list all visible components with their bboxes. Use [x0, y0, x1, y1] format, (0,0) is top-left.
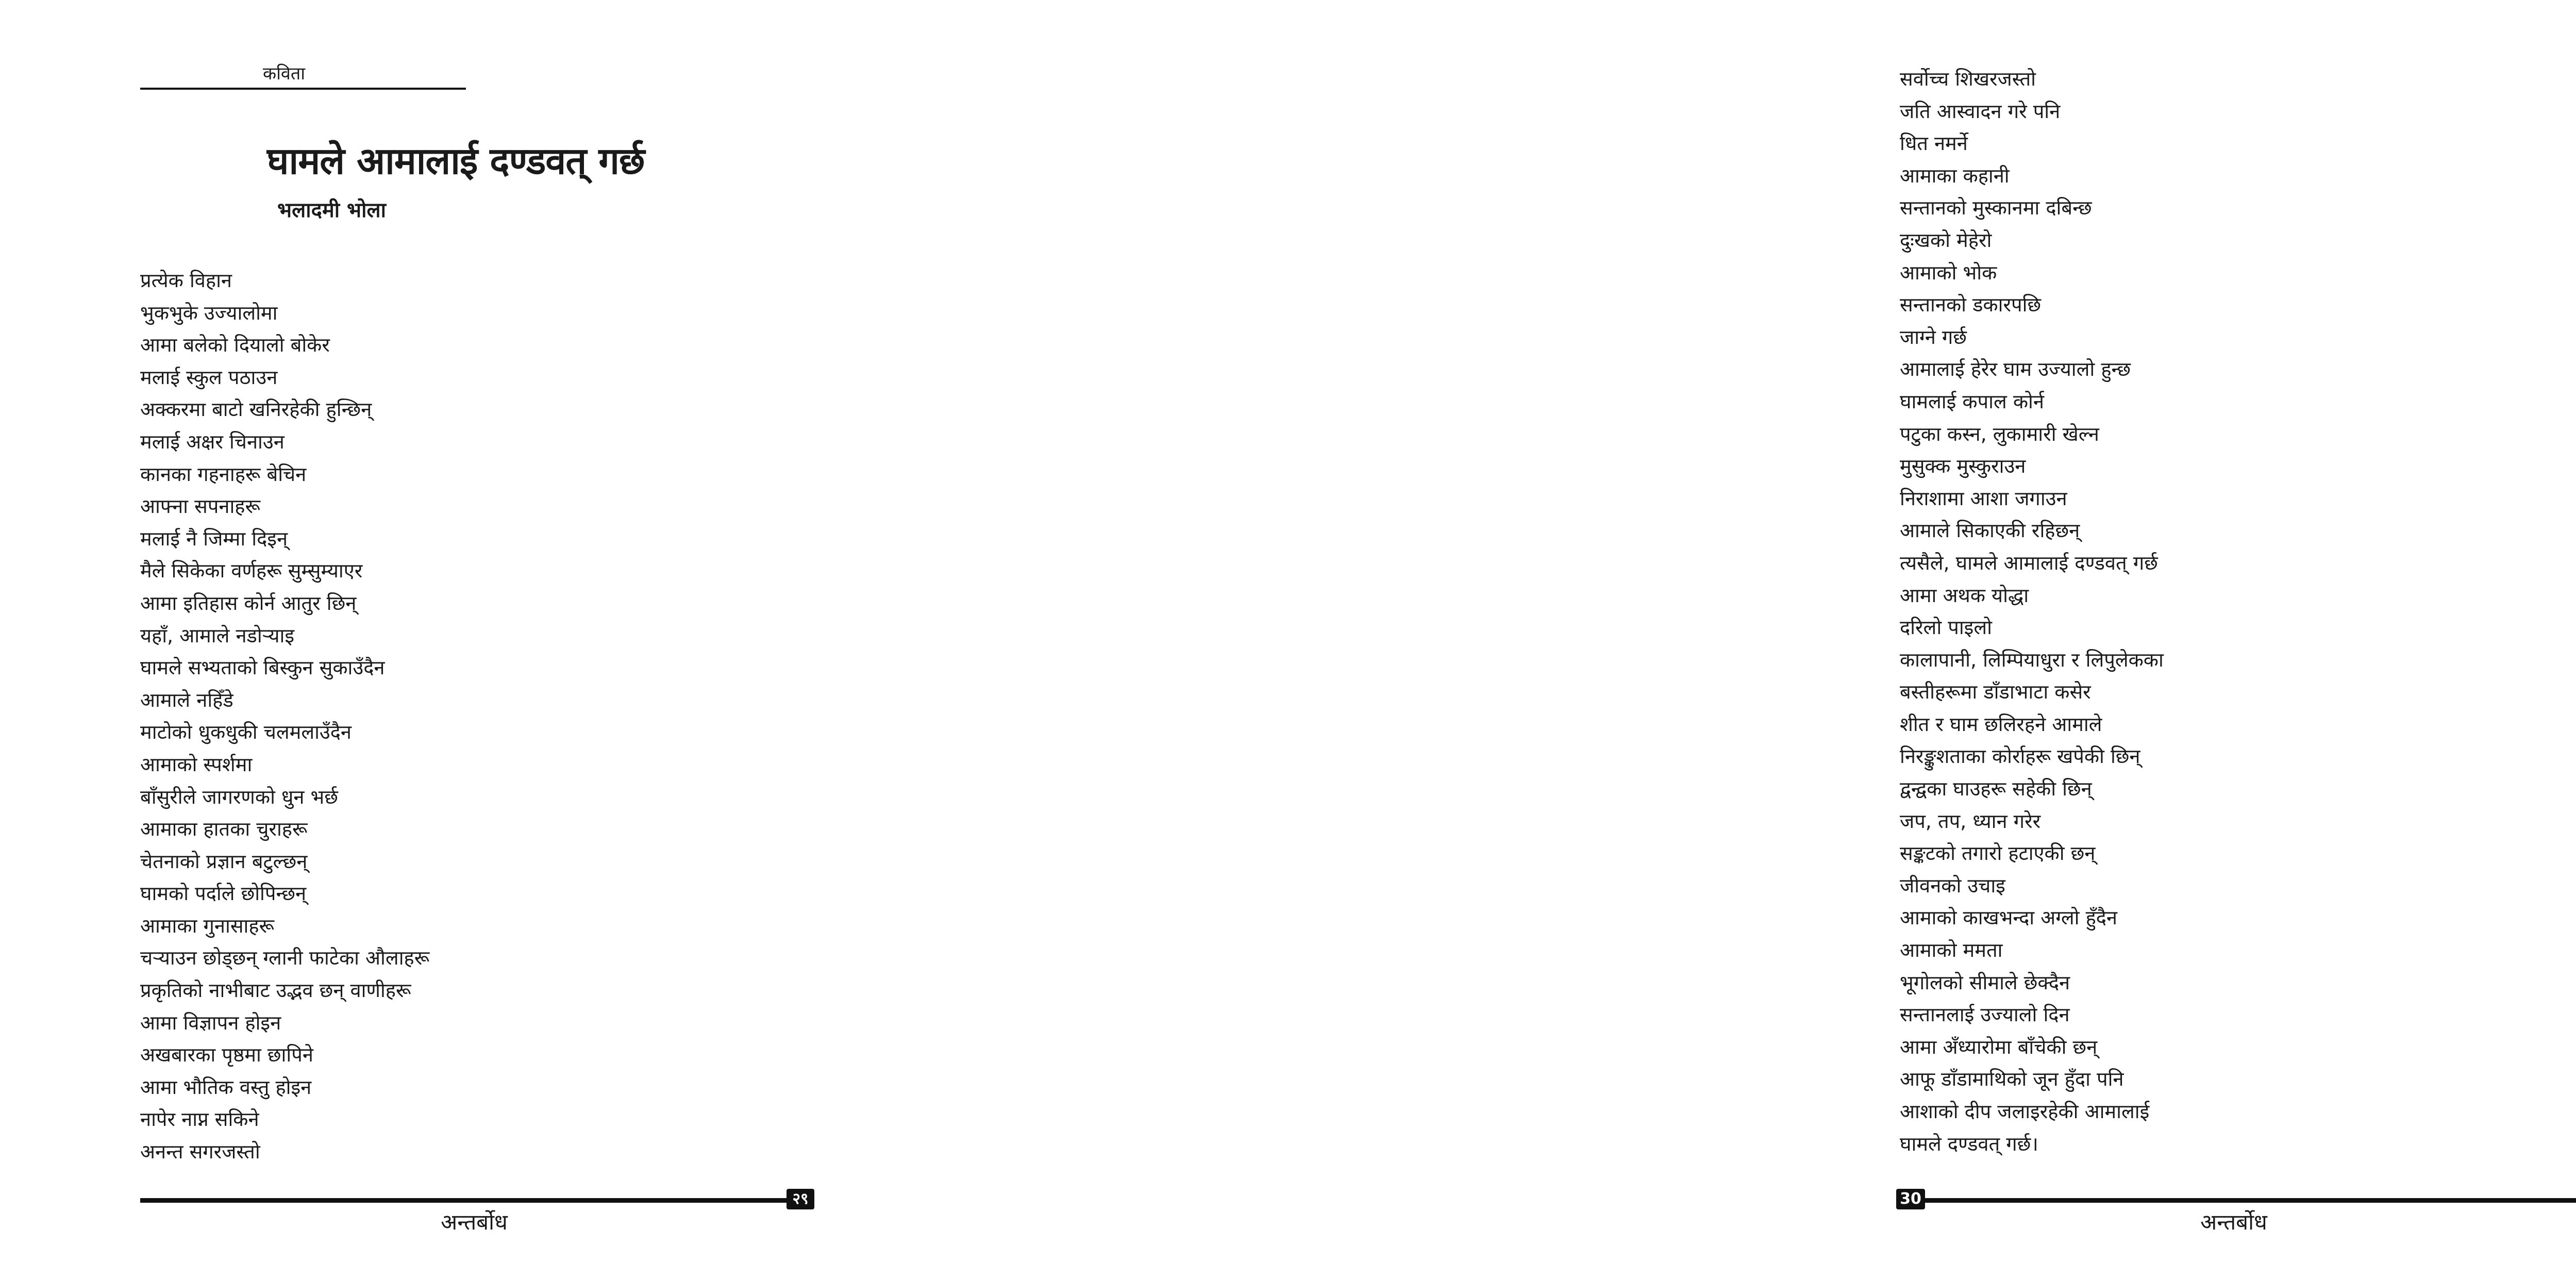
poem-line: मलाई अक्षर चिनाउन: [140, 430, 285, 453]
poem-line: कानका गहनाहरू बेचिन: [140, 462, 307, 486]
poem-author: भलादमी भोला: [277, 198, 387, 222]
poem-line: बाँसुरीले जागरणको धुन भर्छ: [140, 785, 338, 808]
right-page: [904, 0, 2267, 1278]
poem-line: जति आस्वादन गरे पनि: [1900, 99, 2061, 123]
poem-line: धित नमर्ने: [1900, 132, 1968, 155]
poem-line: आमालाई हेरेर घाम उज्यालो हुन्छ: [1900, 358, 2131, 381]
poem-line: आमा अथक योद्धा: [1900, 584, 2029, 607]
poem-line: आमा बलेको दियालो बोकेर: [140, 334, 330, 357]
section-divider: [140, 88, 466, 90]
poem-line: मैले सिकेका वर्णहरू सुम्सुम्याएर: [140, 559, 363, 583]
poem-line: मलाई नै जिम्मा दिइन्: [140, 527, 288, 550]
poem-line: प्रत्येक विहान: [140, 269, 232, 292]
poem-line: आमा इतिहास कोर्न आतुर छिन्: [140, 591, 357, 615]
poem-line: सर्वोच्च शिखरजस्तो: [1900, 68, 2036, 90]
page-number: 30: [1896, 1189, 1925, 1209]
poem-line: अनन्त सगरजस्तो: [140, 1140, 260, 1164]
poem-line: आमाको स्पर्शमा: [140, 753, 253, 776]
poem-title: घामले आमालाई दण्डवत् गर्छ: [267, 139, 645, 182]
poem-line: आमा विज्ञापन होइन: [140, 1011, 281, 1034]
poem-line: सन्तानलाई उज्यालो दिन: [1900, 1003, 2070, 1026]
poem-line: पटुका कस्न, लुकामारी खेल्न: [1900, 422, 2099, 445]
poem-line: जाग्ने गर्छ: [1900, 325, 1967, 348]
poem-line: बस्तीहरूमा डाँडाभाटा कसेर: [1900, 681, 2091, 704]
footer-rule: [140, 1198, 790, 1203]
poem-line: निराशामा आशा जगाउन: [1900, 487, 2067, 510]
poem-line: आमाको ममता: [1900, 939, 2003, 962]
poem-line: घामले दण्डवत् गर्छ।: [1900, 1132, 2038, 1155]
poem-line: दुःखको मेहेरो: [1900, 228, 1992, 252]
poem-line: प्रकृतिको नाभीबाट उद्भव छन् वाणीहरू: [140, 979, 411, 1002]
poem-line: आमा अँध्यारोमा बाँचेकी छन्: [1900, 1035, 2098, 1058]
poem-line: आफू डाँडामाथिको जून हुँदा पनि: [1900, 1068, 2124, 1091]
poem-line: सङ्कटको तगारो हटाएकी छन्: [1900, 842, 2096, 865]
poem-line: आमाका कहानी: [1900, 164, 2010, 187]
poem-line: आशाको दीप जलाइरहेकी आमालाई: [1900, 1100, 2150, 1123]
poem-line: द्वन्द्वका घाउहरू सहेकी छिन्: [1900, 777, 2092, 801]
poem-line: दरिलो पाइलो: [1900, 616, 1992, 639]
poem-line: माटोको धुकधुकी चलमलाउँदैन: [140, 721, 352, 744]
poem-line: चऱ्याउन छोड्छन् ग्लानी फाटेका औलाहरू: [140, 947, 430, 970]
poem-line: आमाले नहिँडे: [140, 688, 233, 711]
poem-line: आमाको काखभन्दा अग्लो हुँदैन: [1900, 906, 2118, 930]
poem-lines-right: [1900, 63, 2164, 1160]
poem-line: जप, तप, ध्यान गरेर: [1900, 809, 2041, 833]
poem-line: निरङ्कुशताका कोर्राहरू खपेकी छिन्: [1900, 745, 2140, 768]
footer-magazine-name: अन्तर्बोध: [2200, 1209, 2267, 1235]
poem-line: घामको पर्दाले छोपिन्छन्: [140, 882, 307, 905]
poem-line: आफ्ना सपनाहरू: [140, 495, 261, 518]
poem-line: सन्तानको डकारपछि: [1900, 293, 2042, 317]
poem-line: भुकभुके उज्यालोमा: [140, 301, 278, 324]
poem-line: घामले सभ्यताको बिस्कुन सुकाउँदैन: [140, 656, 385, 679]
poem-line: मलाई स्कुल पठाउन: [140, 366, 278, 389]
poem-line: आमा भौतिक वस्तु होइन: [140, 1075, 312, 1099]
page-number: २९: [787, 1189, 814, 1209]
poem-line: अखबारका पृष्ठमा छापिने: [140, 1043, 313, 1067]
footer-rule: [1900, 1198, 2576, 1203]
poem-line: आमाका गुनासाहरू: [140, 914, 275, 937]
poem-line: चेतनाको प्रज्ञान बटुल्छन्: [140, 850, 308, 873]
poem-line: जीवनको उचाइ: [1900, 874, 2005, 897]
poem-line: सन्तानको मुस्कानमा दबिन्छ: [1900, 196, 2092, 220]
poem-line: त्यसैले, घामले आमालाई दण्डवत् गर्छ: [1900, 551, 2158, 574]
footer-magazine-name: अन्तर्बोध: [441, 1209, 508, 1235]
poem-line: शीत र घाम छलिरहने आमाले: [1900, 712, 2102, 736]
poem-line: आमाले सिकाएकी रहिछन्: [1900, 519, 2080, 542]
poem-line: कालापानी, लिम्पियाधुरा र लिपुलेकका: [1900, 648, 2164, 671]
poem-line: आमाका हातका चुराहरू: [140, 818, 308, 841]
poem-lines-left: [140, 264, 429, 1168]
poem-line: नापेर नाप्न सकिने: [140, 1108, 259, 1131]
poem-line: मुसुक्क मुस्कुराउन: [1900, 455, 2026, 478]
section-label: कविता: [263, 63, 306, 84]
poem-line: अक्करमा बाटो खनिरहेकी हुन्छिन्: [140, 398, 372, 421]
poem-line: भूगोलको सीमाले छेक्दैन: [1900, 971, 2070, 994]
left-page: [0, 0, 904, 1278]
poem-line: घामलाई कपाल कोर्न: [1900, 390, 2044, 413]
poem-line: आमाको भोक: [1900, 261, 1997, 284]
poem-line: यहाँ, आमाले नडोऱ्याइ: [140, 624, 295, 647]
